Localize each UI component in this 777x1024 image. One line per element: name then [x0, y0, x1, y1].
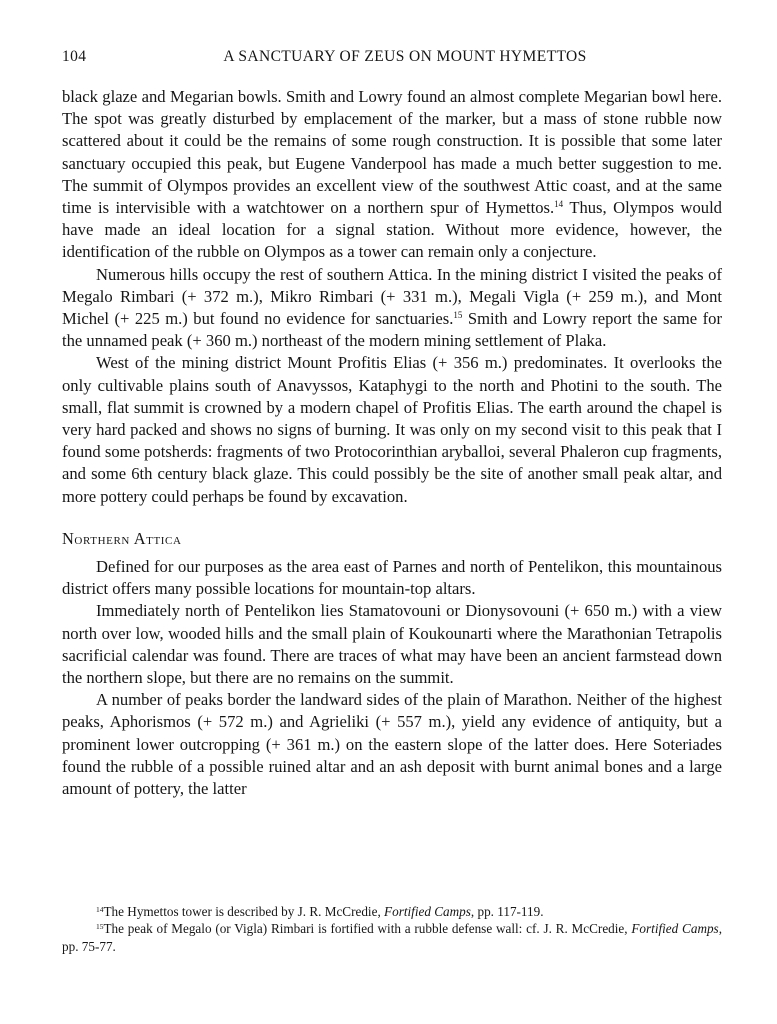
footnote-ref-14[interactable]: 14 — [554, 199, 564, 210]
footnote-14 — [62, 903, 722, 920]
footnote-15-title: Fortified Camps — [631, 921, 719, 937]
footnote-ref-15[interactable]: 15 — [453, 310, 463, 321]
footnote-14-text-a: The Hymettos tower is described by J. R. McCredie, — [103, 904, 385, 919]
page-number: 104 — [62, 48, 87, 65]
page-header — [62, 48, 722, 70]
footnote-15 — [62, 920, 722, 955]
body-text — [62, 86, 722, 800]
paragraph-4: Defined for our purposes as the area east of Parnes and north of Pentelikon, this mountainous district offers many possible locations for mountain-top altars. — [62, 557, 722, 599]
footnotes — [62, 903, 722, 955]
paragraph-1 — [62, 86, 722, 264]
paragraph-6: A number of peaks border the landward sides of the plain of Marathon. Neither of the highest peaks, Aphorismos (+ 572 m.) and Agrieliki (+ 557 m.), yield any evidence of antiquity, but a prominent lower outcropping (+ 361 m.) on the eastern slope of the latter does. Here Soteriades found the rubble of a possible ruined altar and an ash deposit with burnt animal bones and a large amount of pottery, the latter — [62, 690, 722, 799]
section-heading: Northern Attica — [62, 528, 182, 548]
paragraph-2-text-a: Numerous hills occupy the rest of southern Attica. In the mining district I visited the peaks of Megalo Rimbari (+ 372 m.), Mikro Rimbari (+ 331 m.), Megali Vigla (+ 259 m.), and Mont Michel (+ 225 m.) but found no evidence for sanctuaries. — [62, 264, 722, 329]
paragraph-2-text-b: Smith and Lowry report the same for the unnamed peak (+ 360 m.) northeast of the modern mining settlement of Plaka. — [62, 309, 722, 351]
paragraph-5: Immediately north of Pentelikon lies Stamatovouni or Dionysovouni (+ 650 m.) with a view north over low, wooded hills and the small plain of Koukounarti where the Marathonian Tetrapolis sacrificial calendar was found. There are traces of what may have been an ancient farmstead down the northern slope, but there are no remains on the summit. — [62, 601, 722, 688]
running-title: A SANCTUARY OF ZEUS ON MOUNT HYMETTOS — [223, 48, 587, 65]
footnote-14-title: Fortified Camps — [384, 904, 471, 919]
footnote-15-number: 15 — [96, 922, 104, 932]
paragraph-2 — [62, 264, 722, 353]
footnote-14-text-b: , pp. 117-119. — [470, 904, 544, 919]
paragraph-1-text-a: black glaze and Megarian bowls. Smith and Lowry found an almost complete Megarian bowl here. The spot was greatly disturbed by emplacement of the marker, but a mass of stone rubble now scattered about it could be the remains of some rough construction. It is possible that some later sanctuary occupied this peak, but Eugene Vanderpool has made a much better suggestion to me. The summit of Olympos provides an excellent view of the southwest Attic coast, and at the same time is intervisible with a watchtower on a northern spur of Hymettos. — [62, 87, 722, 218]
footnote-14-number: 14 — [96, 905, 104, 914]
paragraph-3: West of the mining district Mount Profitis Elias (+ 356 m.) predominates. It overlooks the only cultivable plains south of Anavyssos, Kataphygi to the north and Photini to the south. The small, flat summit is crowned by a modern chapel of Profitis Elias. The earth around the chapel is very hard packed and shows no signs of burning. It was only on my second visit to this peak that I found some potsherds: fragments of two Protocorinthian aryballoi, several Phaleron cup fragments, and some 6th century black glaze. This could possibly be the site of another small peak altar, and more pottery could perhaps be found by excavation. — [62, 353, 722, 506]
footnote-15-text-a: The peak of Megalo (or Vigla) Rimbari is fortified with a rubble defense wall: cf. J. R. McCredie, — [103, 921, 632, 937]
footnote-15-text-b: , pp. 75-77. — [62, 921, 722, 954]
paragraph-1-text-b: Thus, Olympos would have made an ideal location for a signal station. Without more evidence, however, the identification of the rubble on Olympos as a tower can remain only a conjecture. — [62, 198, 722, 262]
